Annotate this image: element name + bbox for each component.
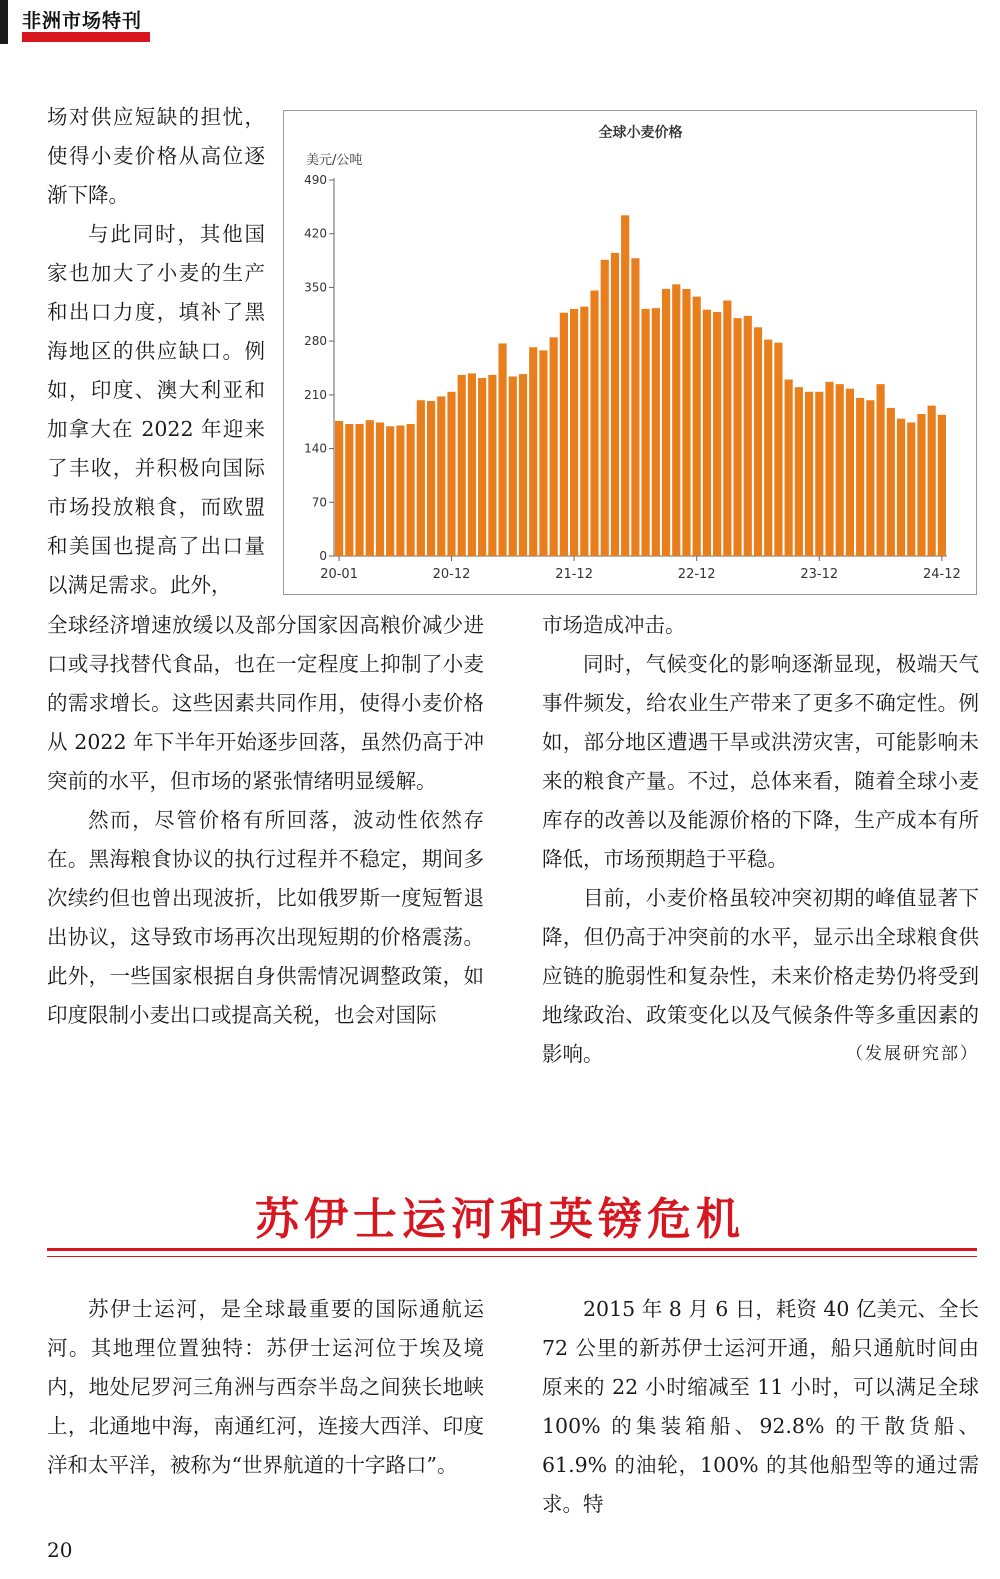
bar-21-10	[550, 337, 558, 556]
bar-23-10	[795, 387, 803, 556]
bar-23-02	[713, 312, 721, 556]
bar-22-05	[621, 215, 629, 556]
y-tick-label: 70	[311, 495, 327, 510]
x-tick-label: 23-12	[800, 567, 839, 582]
bar-22-06	[631, 258, 639, 556]
bar-20-11	[437, 396, 445, 556]
bar-22-12	[693, 297, 701, 556]
bar-23-05	[744, 316, 752, 556]
header-bar	[0, 0, 8, 44]
bar-23-07	[764, 340, 772, 556]
bar-20-06	[386, 426, 394, 556]
bar-22-09	[662, 289, 670, 556]
bar-24-03	[846, 389, 854, 556]
bar-20-02	[345, 424, 353, 556]
section-title: 非洲市场特刊	[22, 10, 143, 32]
bar-22-01	[580, 307, 588, 556]
bar-21-05	[498, 343, 506, 556]
bar-21-11	[560, 313, 568, 556]
article-title: 苏伊士运河和英镑危机	[255, 1194, 745, 1245]
article1-narrow-column	[47, 98, 265, 605]
bar-22-10	[672, 284, 680, 556]
y-tick-label: 420	[304, 226, 327, 241]
bar-20-09	[417, 400, 425, 556]
article1-right-column	[542, 606, 979, 1074]
bar-23-09	[785, 380, 793, 556]
bar-23-04	[733, 318, 741, 556]
bar-24-04	[856, 398, 864, 556]
paragraph: 全球经济增速放缓以及部分国家因高粮价减少进口或寻找替代食品，也在一定程度上抑制了小麦的需求增长。这些因素共同作用，使得小麦价格从 2022 年下半年开始逐步回落，虽然仍高于冲突前的水平，但市场的紧张情绪明显缓解。	[47, 613, 484, 793]
title-rule	[47, 1248, 977, 1251]
y-tick-label: 490	[304, 173, 327, 187]
bar-24-02	[836, 384, 844, 556]
x-tick-label: 24-12	[923, 567, 961, 582]
bar-20-08	[407, 424, 415, 556]
bar-20-03	[355, 424, 363, 556]
paragraph: 同时，气候变化的影响逐渐显现，极端天气事件频发，给农业生产带来了更多不确定性。例如，部分地区遭遇干旱或洪涝灾害，可能影响未来的粮食产量。不过，总体来看，随着全球小麦库存的改善以及能源价格的下降，生产成本有所降低，市场预期趋于平稳。	[542, 652, 979, 871]
paragraph: 然而，尽管价格有所回落，波动性依然存在。黑海粮食协议的执行过程并不稳定，期间多次续约但也曾出现波折，比如俄罗斯一度短暂退出协议，这导致市场再次出现短期的价格震荡。此外，一些国家根据自身供需情况调整政策，如印度限制小麦出口或提高关税，也会对国际	[47, 808, 484, 1027]
bar-21-06	[509, 376, 517, 556]
paragraph-text: 目前，小麦价格虽较冲突初期的峰值显著下降，但仍高于冲突前的水平，显示出全球粮食供应链的脆弱性和复杂性，未来价格走势仍将受到地缘政治、政策变化以及气候条件等多重因素的影响。	[542, 886, 979, 1066]
page-number: 20	[47, 1538, 73, 1562]
paragraph: 苏伊士运河，是全球最重要的国际通航运河。其地理位置独特：苏伊士运河位于埃及境内，地处尼罗河三角洲与西奈半岛之间狭长地峡上，北通地中海，南通红河，连接大西洋、印度洋和太平洋，被称为“世界航道的十字路口”。	[47, 1297, 484, 1477]
paragraph: 场对供应短缺的担忧，使得小麦价格从高位逐渐下降。	[47, 105, 265, 207]
bar-22-03	[601, 260, 609, 556]
bar-20-05	[376, 422, 384, 556]
bar-24-07	[887, 408, 895, 556]
bar-21-08	[529, 347, 537, 556]
bar-22-04	[611, 253, 619, 556]
bar-20-12	[447, 392, 455, 556]
paragraph: 市场造成冲击。	[542, 613, 686, 637]
y-tick-label: 140	[304, 441, 327, 456]
bar-24-10	[917, 414, 925, 556]
bar-24-05	[866, 400, 874, 556]
bar-23-08	[774, 343, 782, 556]
signature: （发展研究部）	[846, 1044, 979, 1064]
title-rule	[47, 1256, 977, 1257]
article2-left-column	[47, 1290, 484, 1485]
y-tick-label: 0	[319, 549, 327, 563]
bar-24-09	[907, 422, 915, 556]
paragraph-with-signature	[542, 879, 979, 1074]
y-axis-label: 美元/公吨	[306, 153, 363, 168]
article2-right-column	[542, 1290, 979, 1524]
article1-left-column	[47, 606, 484, 1035]
bar-22-11	[682, 289, 690, 556]
wheat-price-chart	[283, 110, 977, 595]
bar-24-06	[877, 384, 885, 556]
y-tick-label: 350	[304, 280, 327, 295]
bar-24-11	[928, 406, 936, 556]
bar-23-01	[703, 310, 711, 556]
x-tick-label: 20-12	[432, 567, 471, 582]
bar-23-11	[805, 392, 813, 556]
bar-23-06	[754, 327, 762, 556]
bar-20-07	[396, 426, 404, 556]
bar-21-02	[468, 373, 476, 556]
header-rule	[22, 32, 150, 42]
bar-20-04	[366, 420, 374, 556]
bar-22-08	[652, 308, 660, 556]
paragraph: 2015 年 8 月 6 日，耗资 40 亿美元、全长 72 公里的新苏伊士运河开通，船只通航时间由原来的 22 小时缩减至 11 小时，可以满足全球 100% 的集装箱船、92.8% 的干散货船、61.9% 的油轮，100% 的其他船型等的通过需求。特	[542, 1297, 979, 1516]
x-tick-label: 20-01	[320, 567, 358, 582]
bar-24-12	[938, 415, 946, 556]
bar-24-08	[897, 419, 905, 556]
bar-22-02	[590, 290, 598, 556]
y-tick-label: 280	[304, 334, 327, 349]
chart-title: 全球小麦价格	[598, 125, 683, 141]
bar-21-07	[519, 374, 527, 556]
bar-21-01	[458, 375, 466, 556]
bar-20-01	[335, 421, 343, 556]
bar-21-04	[488, 375, 496, 556]
chart-svg	[284, 111, 978, 596]
x-tick-label: 22-12	[677, 567, 716, 582]
bar-20-10	[427, 401, 435, 556]
bar-23-03	[723, 300, 731, 556]
bar-21-12	[570, 309, 578, 556]
bar-24-01	[825, 382, 833, 556]
y-tick-label: 210	[304, 387, 327, 402]
paragraph: 与此同时，其他国家也加大了小麦的生产和出口力度，填补了黑海地区的供应缺口。例如，印度、澳大利亚和加拿大在 2022 年迎来了丰收，并积极向国际市场投放粮食，而欧盟和美国也提高了出口量以满足需求。此外，	[47, 222, 265, 597]
bar-23-12	[815, 392, 823, 556]
bar-22-07	[642, 309, 650, 556]
bar-21-03	[478, 378, 486, 556]
bar-21-09	[539, 350, 547, 556]
x-tick-label: 21-12	[555, 567, 593, 582]
